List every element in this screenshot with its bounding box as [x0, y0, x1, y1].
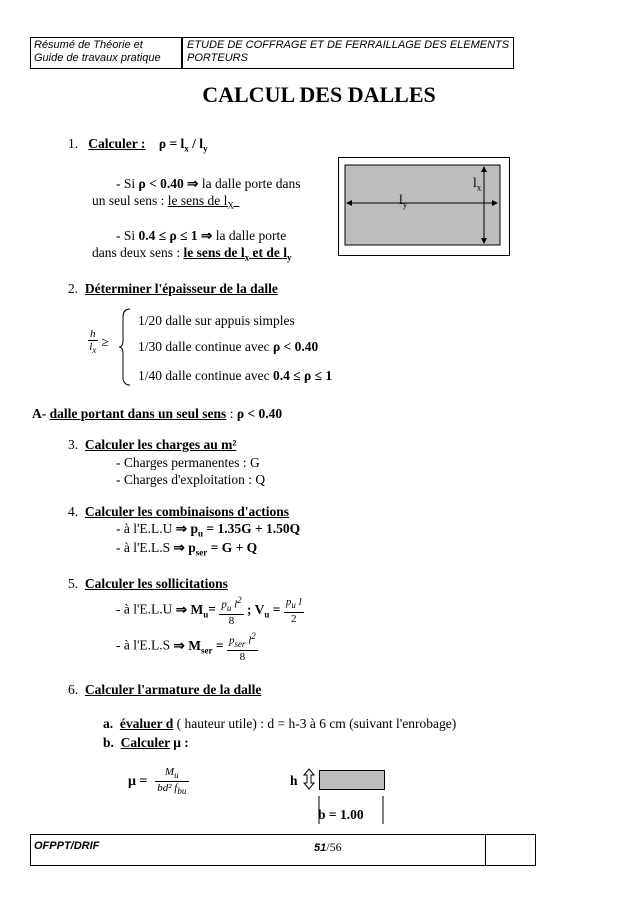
s5-item2: - à l'E.L.S ⇒ $M_{ser}$ = $\frac{p_{ser} l^2}{8}$ — [116, 631, 256, 663]
s2-case3: 1/40 dalle continue avec 0.4 ≤ ρ ≤ 1 — [138, 368, 333, 383]
footer-left: OFPPT/DRIF — [34, 840, 100, 852]
s4-item2: - à l'E.L.S ⇒ $p_{ser} = G + Q$ — [116, 540, 258, 558]
s6-h-label: h — [290, 773, 298, 788]
s1-bullet2-line2: dans deux sens : le sens de $l_x$ et de $l_y$ — [92, 245, 292, 263]
s6-heading: 6. Calculer l'armature de la dalle — [68, 682, 262, 697]
s6-item-a: a. évaluer d ( hauteur utile) : d = h-3 à 6 cm (suivant l'enrobage) — [103, 716, 457, 731]
s6-mu-frac: $\frac{M_u}{bd^2 f_{bu}}$ — [155, 766, 189, 797]
header-left-line1: Résumé de Théorie et — [34, 39, 143, 51]
header-left-line2: Guide de travaux pratique — [34, 52, 161, 64]
footer-page: 51/56 — [314, 840, 342, 854]
s1-num: 1. — [68, 136, 79, 151]
page-title: CALCUL DES DALLES — [202, 82, 436, 107]
s5-item1: - à l'E.L.U ⇒ $M_u=$ $\frac{p_u l^2}{8}$ ; $V_u$ = $\frac{p_u l}{2}$ — [116, 595, 302, 627]
s4-heading: 4. Calculer les combinaisons d'actions — [68, 504, 290, 519]
s5-heading: 5. Calculer les sollicitations — [68, 576, 228, 591]
section-rect — [319, 770, 385, 790]
s1-bullet1-sens: le sens de $l_X$ — [167, 193, 237, 211]
s1-bullet1: - Si ρ < 0.40 ⇒ la dalle porte dans — [116, 176, 301, 191]
footer-box — [30, 834, 536, 866]
s1-heading — [68, 136, 208, 157]
s3-item2: - Charges d'exploitation : Q — [116, 472, 266, 487]
section-a-heading: A- dalle portant dans un seul sens : ρ < 0.40 — [32, 406, 283, 421]
header-right-line1: ETUDE DE COFFRAGE ET DE FERRAILLAGE DES ELEMENTS — [187, 39, 510, 51]
s1-label: Calculer : — [88, 136, 146, 151]
s5-mu-frac: $\frac{p_u l^2}{8}$ — [221, 595, 242, 627]
footer-divider — [485, 834, 486, 865]
b-dimension-ticks — [317, 796, 387, 826]
s2-heading: 2. Déterminer l'épaisseur de la dalle — [68, 281, 278, 296]
s2-case2: 1/30 dalle continue avec ρ < 0.40 — [138, 339, 319, 354]
s4-item1: - à l'E.L.U ⇒ $p_u = 1.35G + 1.50Q$ — [116, 521, 301, 539]
s5-vu-frac: $\frac{p_u l}{2}$ — [285, 596, 302, 625]
s2-brace — [118, 307, 132, 387]
s3-heading: 3. Calculer les charges au m² — [68, 437, 237, 452]
s3-item1: - Charges permanentes : G — [116, 455, 260, 470]
s2-lhs-frac: $\frac{h}{l_x}$ — [89, 328, 97, 356]
header-right-line2: PORTEURS — [187, 52, 248, 64]
slab-diagram-svg — [339, 158, 509, 255]
s5-ms-frac: $\frac{p_{ser} l^2}{8}$ — [228, 631, 256, 663]
diagram-ly-label: $l_y$ — [399, 192, 408, 210]
s1-bullet2-sens: le sens de $l_x$ et de $l_y$ — [183, 245, 292, 263]
s1-formula: $\rho = l_x / l_y$ — [158, 136, 208, 154]
slab-diagram — [338, 157, 510, 256]
double-arrow-icon — [303, 768, 315, 790]
diagram-lx-label: $l_x$ — [473, 175, 482, 193]
s6-mu-formula: μ = $\frac{M_u}{bd^2 f_{bu}}$ — [128, 766, 189, 797]
s2-case1: 1/20 dalle sur appuis simples — [138, 313, 295, 328]
s6-item-b: b. Calculer μ : — [103, 735, 189, 750]
s1-bullet2: - Si 0.4 ≤ ρ ≤ 1 ⇒ la dalle porte — [116, 228, 287, 243]
s1-bullet1-line2: un seul sens : le sens de $l_X$ — [92, 193, 240, 214]
s6-b-width: b = 1.00 — [318, 807, 364, 822]
s2-lhs: $\frac{h}{l_x}$ ≥ — [89, 328, 109, 356]
